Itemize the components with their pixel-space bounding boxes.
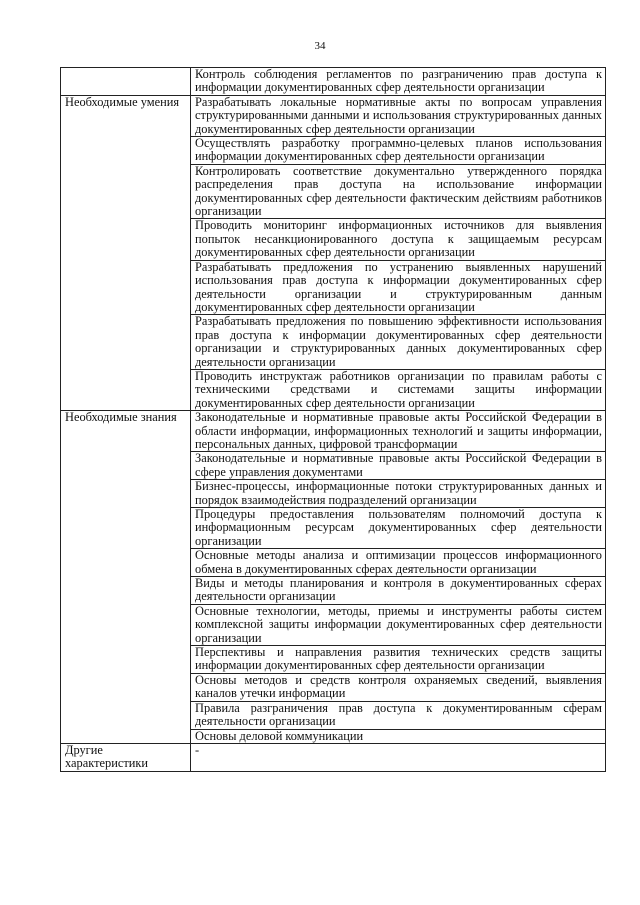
table-row — [61, 95, 606, 136]
competency-table — [60, 67, 606, 772]
table-cell: Законодательные и нормативные правовые акты Российской Федерации в сфере управления документами — [191, 452, 606, 480]
table-cell: Законодательные и нормативные правовые акты Российской Федерации в области информации, информационных технологий и защиты информации, персональных данных, цифровой трансформации — [191, 411, 606, 452]
table-cell: Контролировать соответствие документально утвержденного порядка распределения прав доступа на использование информации документированных сфер деятельности фактическим действиям работников организации — [191, 164, 606, 219]
table-cell: Разрабатывать предложения по устранению выявленных нарушений использования прав доступа к информации документированных сфер деятельности организации и структурированным данным документированных сфер деятельности организации — [191, 260, 606, 315]
table-cell: Проводить мониторинг информационных источников для выявления попыток несанкционированного доступа к защищаемым ресурсам документированных сфер деятельности организации — [191, 219, 606, 260]
table-cell: Контроль соблюдения регламентов по разграничению прав доступа к информации документированных сфер деятельности организации — [191, 68, 606, 96]
table-cell: Правила разграничения прав доступа к документированным сферам деятельности организации — [191, 701, 606, 729]
row-label-knowledge: Необходимые знания — [61, 411, 191, 744]
table-cell: Разрабатывать локальные нормативные акты по вопросам управления структурированными данными и использования структурированных данных документированных сфер деятельности организации — [191, 95, 606, 136]
row-label — [61, 68, 191, 96]
table-cell: Проводить инструктаж работников организации по правилам работы с техническими средствами и системами защиты информации документированных сфер деятельности организации — [191, 369, 606, 410]
table-cell: Основы деловой коммуникации — [191, 729, 606, 743]
table-cell: Основные технологии, методы, приемы и инструменты работы систем комплексной защиты информации документированных сфер деятельности организации — [191, 604, 606, 645]
row-label-skills: Необходимые умения — [61, 95, 191, 410]
table-cell: Бизнес-процессы, информационные потоки структурированных данных и порядок взаимодействия подразделений организации — [191, 480, 606, 508]
table-cell: Перспективы и направления развития технических средств защиты информации документированных сфер деятельности организации — [191, 646, 606, 674]
table-cell: Разрабатывать предложения по повышению эффективности использования прав доступа к информации документированных сфер деятельности организации и структурированных данных документированных сфер деятельности организации — [191, 315, 606, 370]
page-number: 34 — [314, 40, 326, 52]
table-row — [61, 68, 606, 96]
row-label-other: Другие характеристики — [61, 743, 191, 771]
table-row — [61, 743, 606, 771]
table-cell: Виды и методы планирования и контроля в документированных сферах деятельности организации — [191, 577, 606, 605]
table-cell: - — [191, 743, 606, 771]
table-cell: Основные методы анализа и оптимизации процессов информационного обмена в документированных сферах деятельности организации — [191, 549, 606, 577]
table-row — [61, 411, 606, 452]
table-cell: Осуществлять разработку программно-целевых планов использования информации документированных сфер деятельности организации — [191, 137, 606, 165]
table-cell: Основы методов и средств контроля охраняемых сведений, выявления каналов утечки информации — [191, 673, 606, 701]
table-cell: Процедуры предоставления пользователям полномочий доступа к информационным ресурсам документированных сфер деятельности организации — [191, 508, 606, 549]
